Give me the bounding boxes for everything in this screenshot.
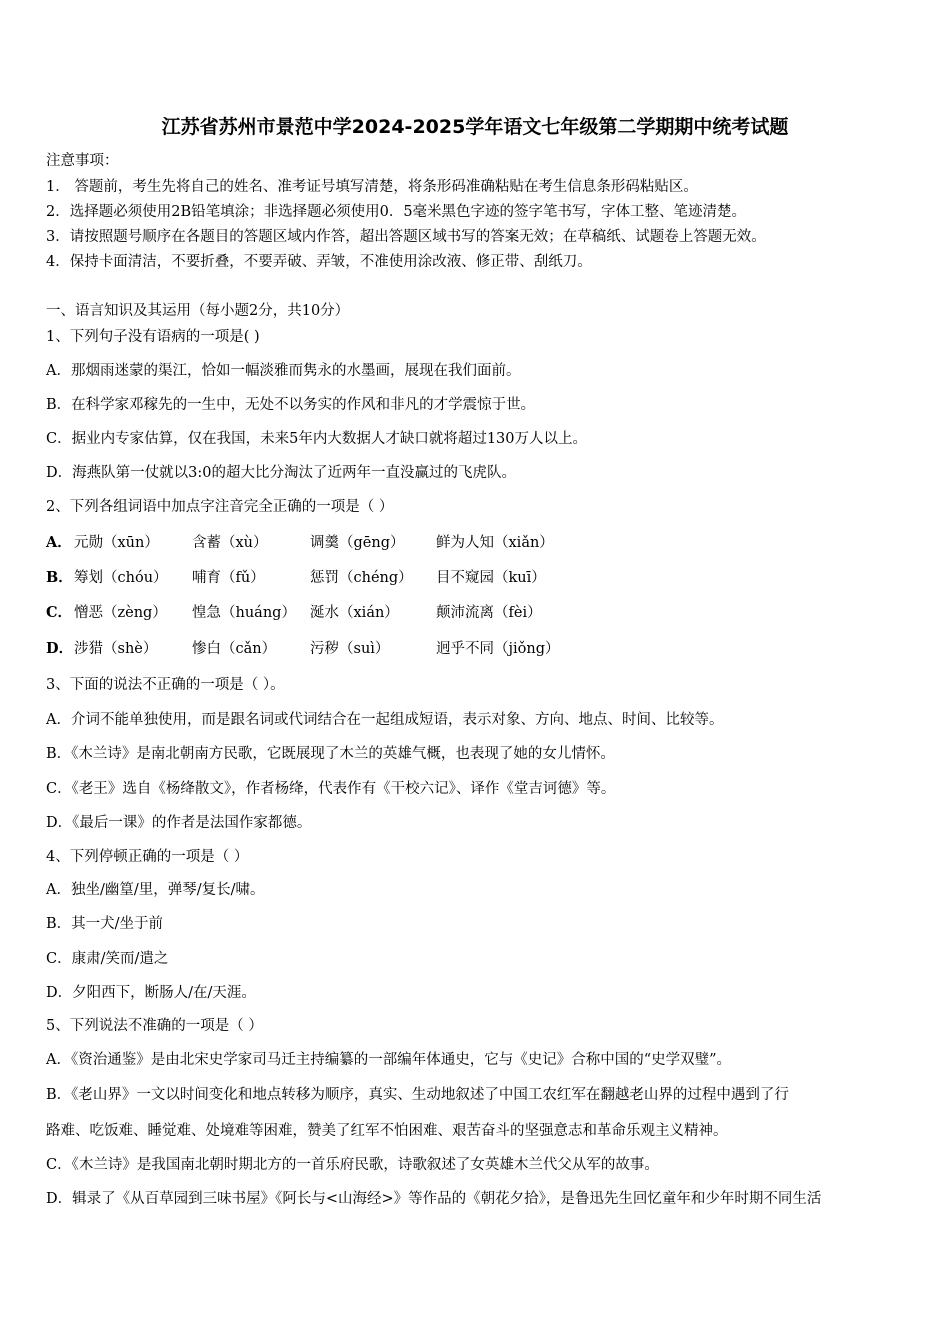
word-item: 目不窥园（kuī） xyxy=(436,570,546,586)
question-stem: 4、下列停顿正确的一项是（ ） xyxy=(46,849,249,865)
option-line: A．那烟雨迷蒙的渠江，恰如一幅淡雅而隽永的水墨画，展现在我们面前。 xyxy=(46,363,521,379)
option-line: C．《老王》选自《杨绛散文》，作者杨绛，代表作有《干校六记》、译作《堂吉诃德》等。 xyxy=(46,781,616,797)
option-label: B． xyxy=(46,569,73,586)
notice-item: 2．选择题必须使用2B铅笔填涂；非选择题必须使用0．5毫米黑色字迹的签字笔书写，字体工整、笔迹清楚。 xyxy=(46,204,747,220)
option-label: D． xyxy=(46,640,74,657)
option-line: D．夕阳西下，断肠人/在/天涯。 xyxy=(46,985,256,1001)
word-item: 污秽（suì） xyxy=(310,641,390,657)
option-line: D．海燕队第一仗就以3:0的超大比分淘汰了近两年一直没赢过的飞虎队。 xyxy=(46,465,516,481)
word-item: 含蓄（xù） xyxy=(192,535,268,551)
notice-item: 4．保持卡面清洁，不要折叠，不要弄破、弄皱，不准使用涂改液、修正带、刮纸刀。 xyxy=(46,254,592,270)
option-line: B．在科学家邓稼先的一生中，无处不以务实的作风和非凡的才学震惊于世。 xyxy=(46,397,536,413)
question-stem: 5、下列说法不准确的一项是（ ） xyxy=(46,1018,263,1034)
option-label: C． xyxy=(46,604,73,621)
word-item: 筹划（chóu） xyxy=(74,570,168,586)
option-line: D．辑录了《从百草园到三味书屋》《阿长与<山海经>》等作品的《朝花夕拾》，是鲁迅先生回忆童年和少年时期不同生活 xyxy=(46,1191,822,1207)
option-label: A． xyxy=(46,534,72,551)
notice-heading: 注意事项： xyxy=(46,153,119,169)
option-line: A．《资治通鉴》是由北宋史学家司马迁主持编纂的一部编年体通史，它与《史记》合称中国的“史学双璧”。 xyxy=(46,1052,732,1068)
word-item: 惶急（huáng） xyxy=(192,605,296,621)
word-item: 调羹（gēng） xyxy=(310,535,405,551)
pinyin-row xyxy=(46,603,542,623)
word-item: 颠沛流离（fèi） xyxy=(436,605,542,621)
question-stem: 2、下列各组词语中加点字注音完全正确的一项是（ ） xyxy=(46,499,394,515)
option-line: B．《木兰诗》是南北朝南方民歌，它既展现了木兰的英雄气概，也表现了她的女儿情怀。 xyxy=(46,746,615,762)
option-line: B．其一犬/坐于前 xyxy=(46,916,164,932)
option-line-continued: 路难、吃饭难、睡觉难、处境难等困难，赞美了红军不怕困难、艰苦奋斗的坚强意志和革命乐观主义精神。 xyxy=(46,1123,728,1139)
exam-title: 江苏省苏州市景范中学2024-2025学年语文七年级第二学期期中统考试题 xyxy=(161,116,789,138)
word-item: 涉猎（shè） xyxy=(74,641,158,657)
word-item: 元勋（xūn） xyxy=(74,535,159,551)
word-item: 迥乎不同（jiǒng） xyxy=(436,641,560,657)
section-heading: 一、语言知识及其运用（每小题2分，共10分） xyxy=(46,303,350,319)
word-item: 鲜为人知（xiǎn） xyxy=(436,535,554,551)
pinyin-row xyxy=(46,533,554,553)
option-line: A．独坐/幽篁/里，弹琴/复长/啸。 xyxy=(46,882,265,898)
word-item: 哺育（fǔ） xyxy=(192,570,265,586)
notice-item: 1． 答题前，考生先将自己的姓名、准考证号填写清楚，将条形码准确粘贴在考生信息条形码粘贴区。 xyxy=(46,179,698,195)
option-line: C．据业内专家估算，仅在我国，未来5年内大数据人才缺口就将超过130万人以上。 xyxy=(46,431,587,447)
word-item: 惨白（cǎn） xyxy=(192,641,277,657)
option-line: A．介词不能单独使用，而是跟名词或代词结合在一起组成短语，表示对象、方向、地点、时间、比较等。 xyxy=(46,712,724,728)
notice-item: 3．请按照题号顺序在各题目的答题区域内作答，超出答题区域书写的答案无效；在草稿纸、试题卷上答题无效。 xyxy=(46,229,766,245)
pinyin-row xyxy=(46,639,559,659)
option-line: D．《最后一课》的作者是法国作家都德。 xyxy=(46,815,312,831)
option-line: B．《老山界》一文以时间变化和地点转移为顺序，真实、生动地叙述了中国工农红军在翻越老山界的过程中遇到了行 xyxy=(46,1087,789,1103)
pinyin-row xyxy=(46,568,546,588)
question-stem: 3、下面的说法不正确的一项是（ ）。 xyxy=(46,677,285,693)
option-line: C．《木兰诗》是我国南北朝时期北方的一首乐府民歌，诗歌叙述了女英雄木兰代父从军的故事。 xyxy=(46,1157,659,1173)
word-item: 憎恶（zèng） xyxy=(74,605,167,621)
word-item: 惩罚（chéng） xyxy=(310,570,413,586)
word-item: 涎水（xián） xyxy=(310,605,399,621)
option-line: C．康肃/笑而/遣之 xyxy=(46,951,169,967)
question-stem: 1、下列句子没有语病的一项是( ) xyxy=(46,329,260,345)
